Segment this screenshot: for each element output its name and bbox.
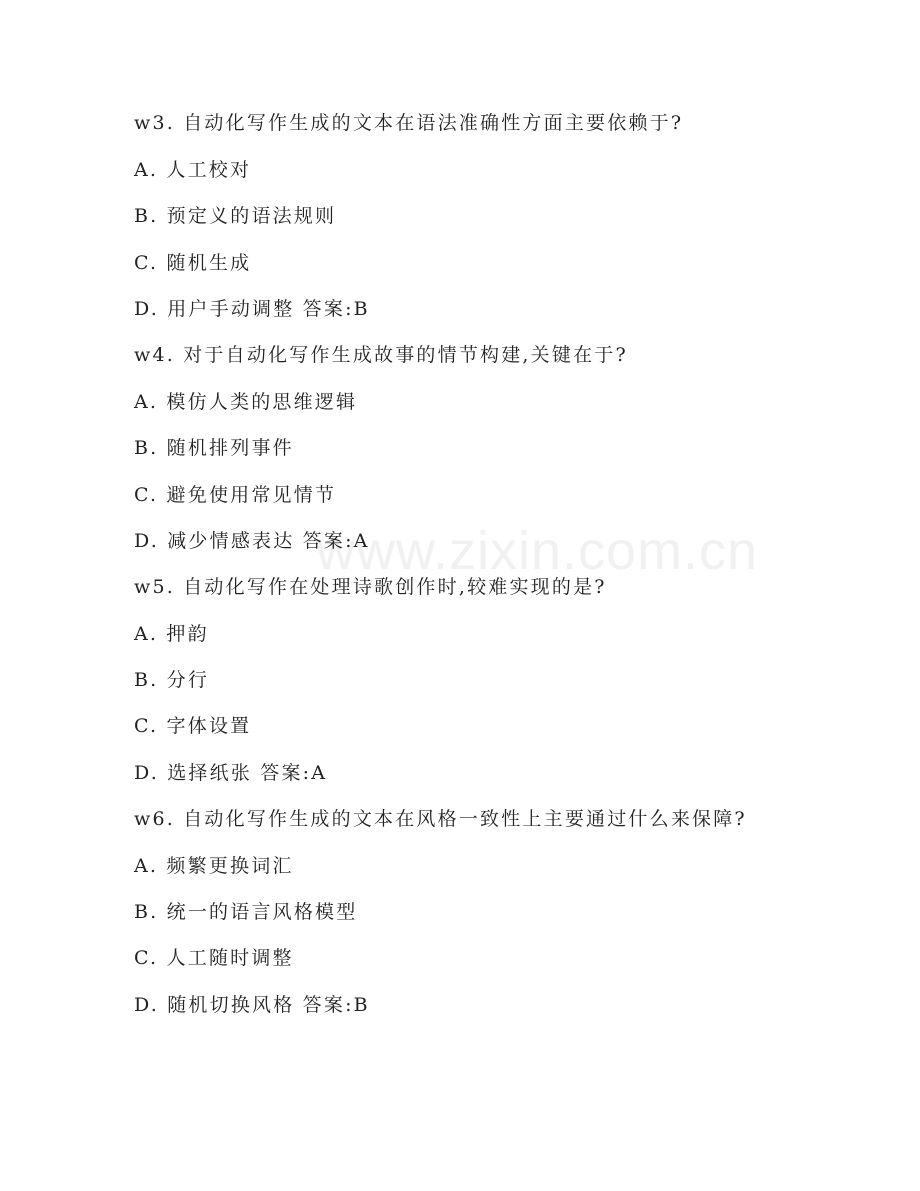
- option-a: A. 人工校对: [134, 159, 252, 181]
- option-c: C. 人工随时调整: [134, 947, 294, 969]
- option-d-with-answer: D. 选择纸张 答案:A: [134, 762, 328, 784]
- option-b: B. 统一的语言风格模型: [134, 901, 358, 923]
- option-d-with-answer: D. 减少情感表达 答案:A: [134, 530, 370, 552]
- question-w6: w6. 自动化写作生成的文本在风格一致性上主要通过什么来保障?: [134, 808, 747, 830]
- watermark: www.zixin.com.cn: [316, 521, 759, 581]
- option-b: B. 随机排列事件: [134, 437, 294, 459]
- question-w3: w3. 自动化写作生成的文本在语法准确性方面主要依赖于?: [134, 112, 684, 134]
- option-b: B. 预定义的语法规则: [134, 205, 337, 227]
- option-a: A. 频繁更换词汇: [134, 855, 294, 877]
- question-w4: w4. 对于自动化写作生成故事的情节构建,关键在于?: [134, 344, 628, 366]
- option-c: C. 避免使用常见情节: [134, 484, 337, 506]
- option-c: C. 字体设置: [134, 715, 252, 737]
- option-a: A. 押韵: [134, 623, 209, 645]
- option-b: B. 分行: [134, 669, 210, 691]
- question-w5: w5. 自动化写作在处理诗歌创作时,较难实现的是?: [134, 576, 607, 598]
- option-d-with-answer: D. 随机切换风格 答案:B: [134, 994, 370, 1016]
- option-c: C. 随机生成: [134, 252, 252, 274]
- option-d-with-answer: D. 用户手动调整 答案:B: [134, 298, 370, 320]
- option-a: A. 模仿人类的思维逻辑: [134, 391, 358, 413]
